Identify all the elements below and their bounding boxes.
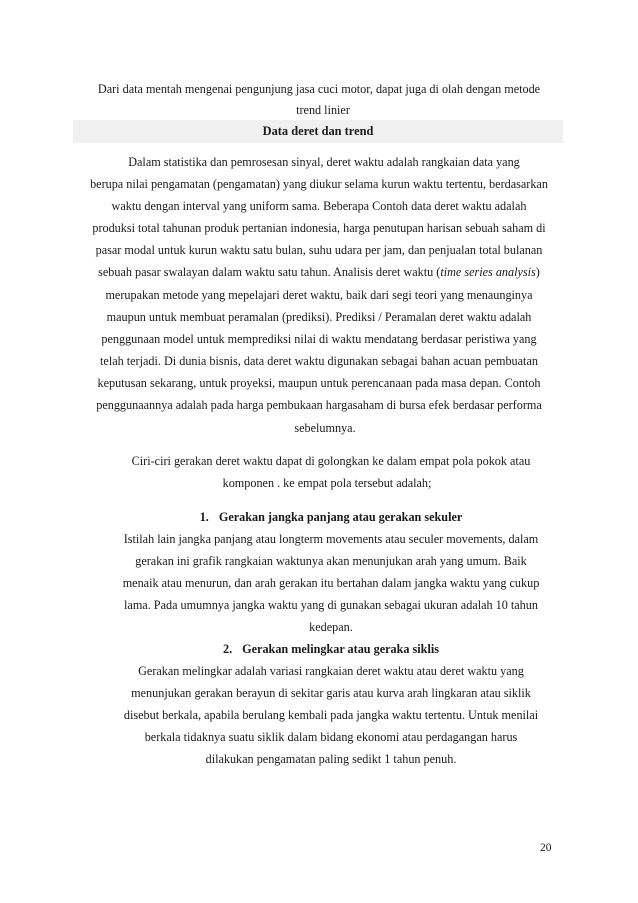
item1-line-4: lama. Pada umumnya jangka waktu yang di gunakan sebagai ukuran adalah 10 tahun <box>124 598 538 612</box>
para1-line-13: sebelumnya. <box>294 421 356 435</box>
para1-line-6-italic: time series analysis <box>440 265 536 279</box>
item2-title: Gerakan melingkar atau geraka siklis <box>242 642 439 656</box>
para1-line-5: pasar modal untuk kurun waktu satu bulan, suhu udara per jam, dan penjualan total bulanan <box>95 243 543 257</box>
para2-line-2: komponen . ke empat pola tersebut adalah; <box>222 476 432 490</box>
item1-line-2: gerakan ini grafik rangkaian waktunya akan menunjukan arah yang umum. Baik <box>135 554 527 568</box>
item2-number: 2. <box>223 642 233 656</box>
para1-line-6 <box>0 265 638 279</box>
para1-line-9: penggunaan model untuk memprediksi nilai di waktu mendatang berdasar peristiwa yang <box>101 332 537 346</box>
para1-line-4: produksi total tahunan produk pertanian indonesia, harga penutupan harisan sebuah saham di <box>92 221 546 235</box>
item2-line-5: dilakukan pengamatan paling sedikt 1 tahun penuh. <box>205 752 457 766</box>
para1-line-7: merupakan metode yang mepelajari deret waktu, baik dari segi teori yang menaunginya <box>105 288 533 302</box>
item1-heading <box>0 510 638 524</box>
para1-line-6-pre: sebuah pasar swalayan dalam waktu satu tahun. Analisis deret waktu ( <box>98 265 441 279</box>
item1-line-1: Istilah lain jangka panjang atau longterm movements atau seculer movements, dalam <box>123 532 539 546</box>
para1-line-6-post: ) <box>535 265 540 279</box>
item1-title: Gerakan jangka panjang atau gerakan sekuler <box>218 510 463 524</box>
item1-number: 1. <box>199 510 209 524</box>
para1-line-12: penggunaannya adalah pada harga pembukaan hargasaham di bursa efek berdasar performa <box>96 398 542 412</box>
item1-line-3: menaik atau menurun, dan arah gerakan itu bertahan dalam jangka waktu yang cukup <box>122 576 540 590</box>
item2-line-1: Gerakan melingkar adalah variasi rangkaian deret waktu atau deret waktu yang <box>138 664 524 678</box>
item2-heading <box>0 642 638 656</box>
item2-line-2: menunjukan gerakan berayun di sekitar garis atau kurva arah lingkaran atau siklik <box>131 686 531 700</box>
para1-line-1: Dalam statistika dan pemrosesan sinyal, deret waktu adalah rangkaian data yang <box>128 155 520 169</box>
item1-line-5: kedepan. <box>309 620 353 634</box>
item2-line-4: berkala tidaknya suatu siklik dalam bidang ekonomi atau perdagangan harus <box>144 730 518 744</box>
item2-line-3: disebut berkala, apabila berulang kembali pada jangka waktu tertentu. Untuk menilai <box>123 708 539 722</box>
intro-line-1: Dari data mentah mengenai pengunjung jasa cuci motor, dapat juga di olah dengan metode <box>97 82 541 96</box>
page-number: 20 <box>540 842 552 854</box>
para1-line-2: berupa nilai pengamatan (pengamatan) yang diukur selama kurun waktu tertentu, berdasarkan <box>90 177 548 191</box>
section-heading: Data deret dan trend <box>262 124 374 138</box>
para1-line-8: maupun untuk membuat peramalan (prediksi). Prediksi / Peramalan deret waktu adalah <box>106 310 532 324</box>
intro-line-2: trend linier <box>296 103 350 117</box>
para1-line-11: keputusan sekarang, untuk proyeksi, maupun untuk perencanaan pada masa depan. Contoh <box>97 376 541 390</box>
para1-line-10: telah terjadi. Di dunia bisnis, data deret waktu digunakan sebagai bahan acuan pembuatan <box>100 354 538 368</box>
para1-line-3: waktu dengan interval yang uniform sama. Beberapa Contoh data deret waktu adalah <box>111 199 527 213</box>
para2-line-1: Ciri-ciri gerakan deret waktu dapat di golongkan ke dalam empat pola pokok atau <box>131 454 531 468</box>
